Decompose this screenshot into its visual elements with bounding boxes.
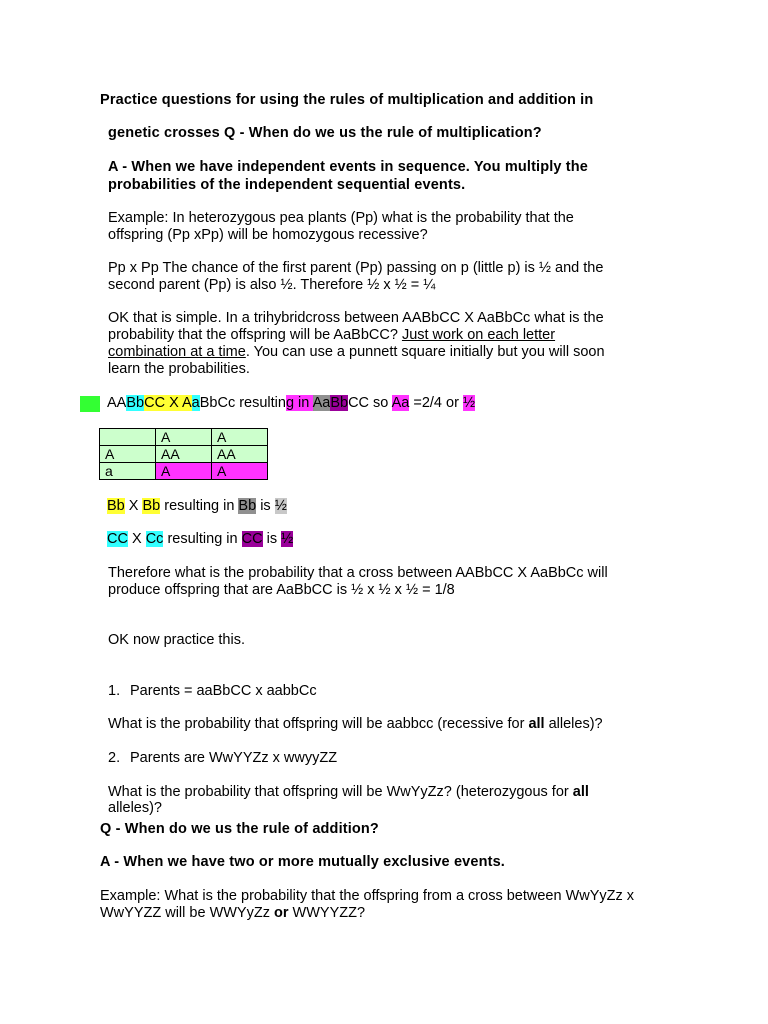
pp-line-1: Pp x Pp The chance of the first parent (Pp) passing on p (little p) is ½ and the (108, 260, 604, 276)
punnett-cell: A (212, 429, 268, 446)
q1-number: 1. (108, 683, 121, 699)
punnett-cell: A (156, 463, 212, 480)
punnett-square (99, 428, 268, 480)
title-line-1: Practice questions for using the rules of multiplication and addition in (100, 92, 594, 108)
example2-line-2: WwYYZZ will be WWYyZz or WWYYZZ? (100, 905, 366, 921)
therefore-line-1: Therefore what is the probability that a cross between AABbCC X AaBbCc will (108, 565, 608, 581)
a-addition: A - When we have two or more mutually exclusive events. (100, 854, 505, 870)
ok-line-3: combination at a time. You can use a punnett square initially but you will soon (108, 344, 605, 360)
ok-line-1: OK that is simple. In a trihybridcross between AABbCC X AaBbCc what is the (108, 310, 604, 326)
ok-practice: OK now practice this. (108, 632, 245, 648)
q-addition: Q - When do we us the rule of addition? (100, 821, 379, 837)
punnett-row (100, 446, 268, 463)
q2-question: What is the probability that offspring will be WwYyZz? (heterozygous for all (108, 784, 589, 800)
example1-line-1: Example: In heterozygous pea plants (Pp) what is the probability that the (108, 210, 574, 226)
punnett-cell: A (100, 446, 156, 463)
punnett-cell: AA (212, 446, 268, 463)
punnett-cell: A (156, 429, 212, 446)
bb-line: Bb X Bb resulting in Bb is ½ (107, 498, 287, 514)
q2-number: 2. (108, 750, 121, 766)
punnett-row (100, 463, 268, 480)
q2-parents: Parents are WwYYZz x wwyyZZ (130, 750, 338, 766)
cross-line: AABbCC X AaBbCc resulting in AaBbCC so Aa =2/4 or ½ (107, 395, 476, 411)
answer-multiplication-line-1: A - When we have independent events in sequence. You multiply the (108, 159, 589, 175)
example2-line-1: Example: What is the probability that the offspring from a cross between WwYyZz x (100, 888, 635, 904)
punnett-cell (100, 429, 156, 446)
underlined-hint: Just work on each letter (401, 327, 556, 343)
cc-line: CC X Cc resulting in CC is ½ (107, 531, 294, 547)
q1-question: What is the probability that offspring will be aabbcc (recessive for all alleles)? (108, 716, 603, 732)
title-line-2: genetic crosses Q - When do we us the rule of multiplication? (108, 125, 542, 141)
ok-line-4: learn the probabilities. (108, 361, 250, 377)
pp-line-2: second parent (Pp) is also ½. Therefore ½ x ½ = ¼ (108, 277, 436, 293)
green-marker (80, 396, 100, 412)
therefore-line-2: produce offspring that are AaBbCC is ½ x ½ x ½ = 1/8 (108, 582, 455, 598)
punnett-cell: AA (156, 446, 212, 463)
punnett-cell: a (100, 463, 156, 480)
example1-line-2: offspring (Pp xPp) will be homozygous recessive? (108, 227, 428, 243)
punnett-header-row (100, 429, 268, 446)
underlined-hint-cont: combination at a time (108, 344, 246, 360)
answer-multiplication-line-2: probabilities of the independent sequential events. (108, 177, 466, 193)
q1-parents: Parents = aaBbCC x aabbCc (130, 683, 317, 699)
q2-question-line-2: alleles)? (108, 800, 162, 816)
ok-line-2: probability that the offspring will be AaBbCC? Just work on each letter (108, 327, 556, 343)
punnett-cell: A (212, 463, 268, 480)
